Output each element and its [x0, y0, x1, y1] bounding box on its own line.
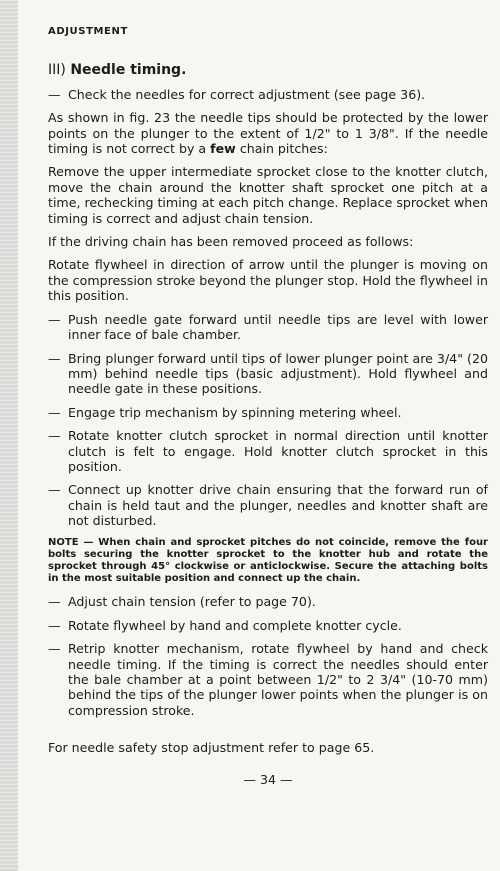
list-item	[48, 351, 488, 397]
paragraph-text: As shown in fig. 23 the needle tips should be protected by the lower points on the plunger to the extent of 1/2" to 1 3/8". If the needle timing is not correct by a	[48, 110, 488, 157]
section-number: III)	[48, 62, 66, 79]
list-item-text: Adjust chain tension (refer to page 70).	[68, 594, 316, 610]
dash-bullet: —	[48, 350, 61, 366]
page-edge-shadow	[0, 0, 18, 871]
list-item-text: Check the needles for correct adjustment (see page 36).	[68, 86, 426, 102]
dash-bullet: —	[48, 641, 61, 657]
section-heading: Needle timing.	[70, 62, 187, 79]
list-item	[48, 594, 488, 609]
dash-bullet: —	[48, 482, 61, 498]
dash-bullet: —	[48, 311, 61, 327]
list-item-text: Engage trip mechanism by spinning metering wheel.	[68, 404, 402, 420]
dash-bullet: —	[48, 617, 61, 633]
page-number: — 34 —	[243, 771, 293, 787]
footer-note: For needle safety stop adjustment refer to page 65.	[48, 740, 375, 756]
dash-bullet: —	[48, 86, 61, 102]
note-block: NOTE — When chain and sprocket pitches do not coincide, remove the four bolts securing the knotter sprocket to the knotter hub and rotate the sprocket through 45° clockwise or anticlockwise. Secure the attaching bolts in the most suitable position and connect up the chain.	[48, 536, 488, 585]
list-item-text: Push needle gate forward until needle tips are level with lower inner face of bale chamber.	[68, 311, 488, 343]
list-item-text: Rotate flywheel by hand and complete knotter cycle.	[68, 617, 402, 633]
paragraph-sprocket: Remove the upper intermediate sprocket close to the knotter clutch, move the chain around the knotter shaft sprocket one pitch at a time, rechecking timing at each pitch change. Replace sprocket when timing is correct and adjust chain tension.	[48, 164, 488, 226]
dash-bullet: —	[48, 404, 61, 420]
paragraph-text: chain pitches:	[235, 141, 328, 157]
list-item-text: Retrip knotter mechanism, rotate flywheel by hand and check needle timing. If the timing is correct the needles should enter the bale chamber at a point between 1/2" to 2 3/4" (10-70 mm) behind the tips of the plunger lower points when the plunger is on compression stroke.	[68, 641, 488, 718]
emphasis-text: few	[210, 141, 236, 157]
list-item	[48, 312, 488, 343]
dash-bullet: —	[48, 594, 61, 610]
running-header: ADJUSTMENT	[48, 26, 128, 37]
paragraph-driving-chain: If the driving chain has been removed proceed as follows:	[48, 234, 414, 250]
paragraph-flywheel: Rotate flywheel in direction of arrow until the plunger is moving on the compression stroke beyond the plunger stop. Hold the flywheel in this position.	[48, 257, 488, 304]
list-item	[48, 482, 488, 528]
list-item	[48, 618, 488, 633]
list-item	[48, 405, 488, 420]
manual-page	[48, 24, 488, 787]
list-item-text: Bring plunger forward until tips of lower plunger point are 3/4" (20 mm) behind needle tips (basic adjustment). Hold flywheel and needle gate in these positions.	[68, 350, 488, 397]
dash-bullet: —	[48, 428, 61, 444]
list-item	[48, 87, 488, 102]
list-item-text: Connect up knotter drive chain ensuring that the forward run of chain is held taut and the plunger, needles and knotter shaft are not disturbed.	[68, 482, 488, 529]
list-item	[48, 641, 488, 718]
list-item-text: Rotate knotter clutch sprocket in normal direction until knotter clutch is felt to engage. Hold knotter clutch sprocket in this position.	[68, 428, 488, 474]
list-item	[48, 428, 488, 474]
section-title	[48, 63, 488, 78]
paragraph-fig23	[48, 110, 488, 156]
